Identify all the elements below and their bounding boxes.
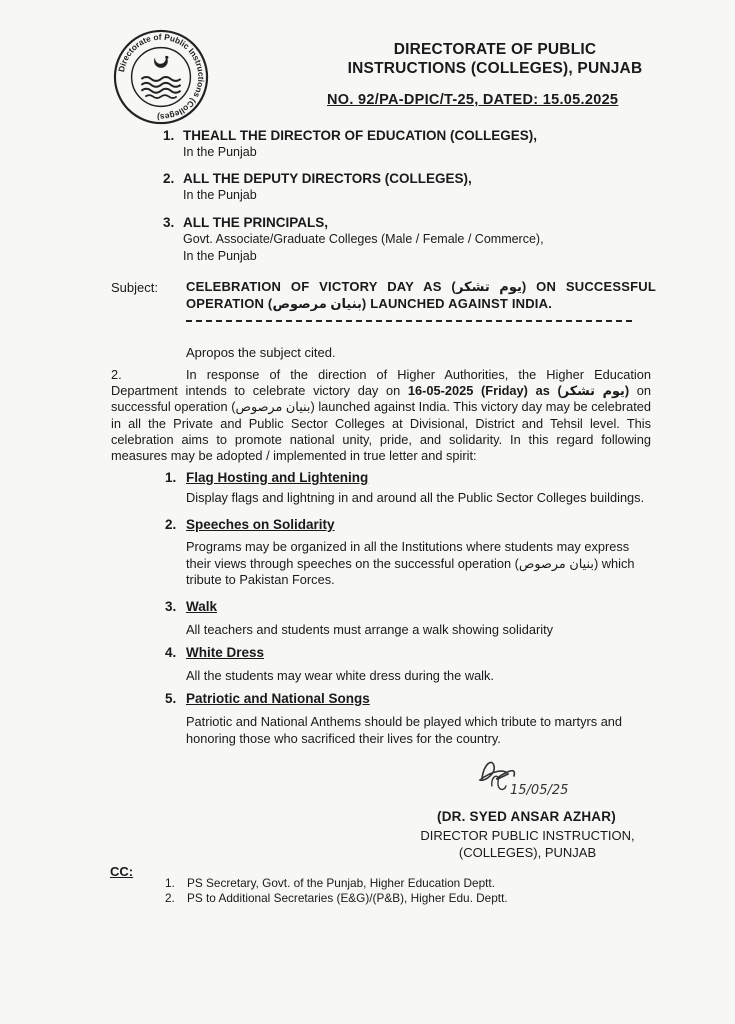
paragraph-date-bold: 16-05-2025 (Friday) as (یوم تشکر) xyxy=(407,383,630,399)
measure-4-heading xyxy=(165,645,264,660)
office-title-line2: INSTRUCTIONS (COLLEGES), PUNJAB xyxy=(347,60,643,77)
cc-item-number: 2. xyxy=(165,891,175,905)
measure-number: 2. xyxy=(165,517,177,532)
subject-label: Subject: xyxy=(111,280,158,295)
measure-number: 1. xyxy=(165,470,177,485)
cc-item-text: PS to Additional Secretaries (E&G)/(P&B), Higher Edu. Deptt. xyxy=(187,891,508,905)
measure-3-body: All teachers and students must arrange a walk showing solidarity xyxy=(186,622,554,637)
apropos-text: Apropos the subject cited. xyxy=(186,345,336,360)
measure-title: Walk xyxy=(186,599,218,614)
office-title xyxy=(330,40,660,78)
measure-2-body: Programs may be organized in all the Institutions where students may express their views through speeches on the successful operation (بنیان مرصوص) which tribute to Pakistan Forces. xyxy=(186,539,635,587)
addressee-2 xyxy=(163,170,472,204)
measure-1-heading xyxy=(165,470,368,485)
paragraph-number: 2. xyxy=(111,367,122,382)
subject-line2: OPERATION (بنیان مرصوص) LAUNCHED AGAINST INDIA. xyxy=(186,296,553,311)
cc-item-number: 1. xyxy=(165,876,175,890)
signature-date: 15/05/25 xyxy=(510,783,569,798)
addressee-title: THEALL THE DIRECTOR OF EDUCATION (COLLEGES), xyxy=(183,128,537,143)
measure-title: Speeches on Solidarity xyxy=(186,517,335,532)
svg-text:Directorate of Public Instruct xyxy=(116,32,206,123)
addressee-line: Govt. Associate/Graduate Colleges (Male / Female / Commerce), xyxy=(183,232,544,246)
measure-2-heading xyxy=(165,517,335,532)
handwritten-signature xyxy=(470,752,580,802)
addressee-line: In the Punjab xyxy=(183,249,257,263)
addressee-number: 3. xyxy=(163,215,175,230)
measure-title: White Dress xyxy=(186,645,265,660)
measure-number: 3. xyxy=(165,599,177,614)
measure-number: 5. xyxy=(165,691,177,706)
measure-5-body: Patriotic and National Anthems should be played which tribute to martyrs and honoring those who sacrificed their lives for the country. xyxy=(186,714,623,746)
signatory-name: (DR. SYED ANSAR AZHAR) xyxy=(437,809,616,824)
measure-5-heading xyxy=(165,691,370,706)
cc-item xyxy=(165,891,508,906)
emblem-seal-icon xyxy=(112,28,210,126)
signatory-designation xyxy=(415,827,640,861)
addressee-3 xyxy=(163,214,544,265)
measure-title: Flag Hosting and Lightening xyxy=(186,470,369,485)
paragraph-text-part2: on successful operation (بنیان مرصوص) launched against India. This victory day may be celebrated in all the Private and Public Sector Colleges at Divisional, District and Tehsil level. This celebration aims to promote national unity, pride, and solidarity. In this regard following measures may be adopted / implemented in true letter and spirit: xyxy=(111,383,652,464)
addressee-1 xyxy=(163,127,537,161)
cc-label: CC: xyxy=(110,864,134,879)
paragraph-text-part1: In response of the direction of Higher Authorities, the Higher Education Department intends to celebrate victory day on xyxy=(111,367,651,399)
designation-line1: DIRECTOR PUBLIC INSTRUCTION, xyxy=(420,828,635,843)
measure-number: 4. xyxy=(165,645,177,660)
reference-number: NO. 92/PA-DPIC/T-25, DATED: 15.05.2025 xyxy=(327,92,619,108)
subject-text xyxy=(186,278,656,312)
office-title-line1: DIRECTORATE OF PUBLIC xyxy=(393,41,597,58)
logo-ring-text: Directorate of Public Instructions (Colleges) xyxy=(116,31,207,123)
measure-title: Patriotic and National Songs xyxy=(186,691,370,706)
addressee-title: ALL THE PRINCIPALS, xyxy=(183,215,329,230)
designation-line2: (COLLEGES), PUNJAB xyxy=(458,845,597,860)
cc-list xyxy=(165,876,508,906)
measure-3-heading xyxy=(165,599,217,614)
subject-divider xyxy=(186,320,632,322)
cc-item-text: PS Secretary, Govt. of the Punjab, Higher Education Deptt. xyxy=(187,876,495,890)
cc-item xyxy=(165,876,508,891)
measure-1-body: Display flags and lightning in and around all the Public Sector Colleges buildings. xyxy=(186,490,645,505)
addressee-title: ALL THE DEPUTY DIRECTORS (COLLEGES), xyxy=(183,171,472,186)
measure-4-body: All the students may wear white dress during the walk. xyxy=(186,668,494,683)
addressee-number: 2. xyxy=(163,171,175,186)
body-paragraph xyxy=(111,367,651,464)
addressee-line: In the Punjab xyxy=(183,188,257,202)
subject-line1: CELEBRATION OF VICTORY DAY AS (یوم تشکر) ON SUCCESSFUL xyxy=(186,279,657,294)
addressee-number: 1. xyxy=(163,128,175,143)
addressee-line: In the Punjab xyxy=(183,145,257,159)
